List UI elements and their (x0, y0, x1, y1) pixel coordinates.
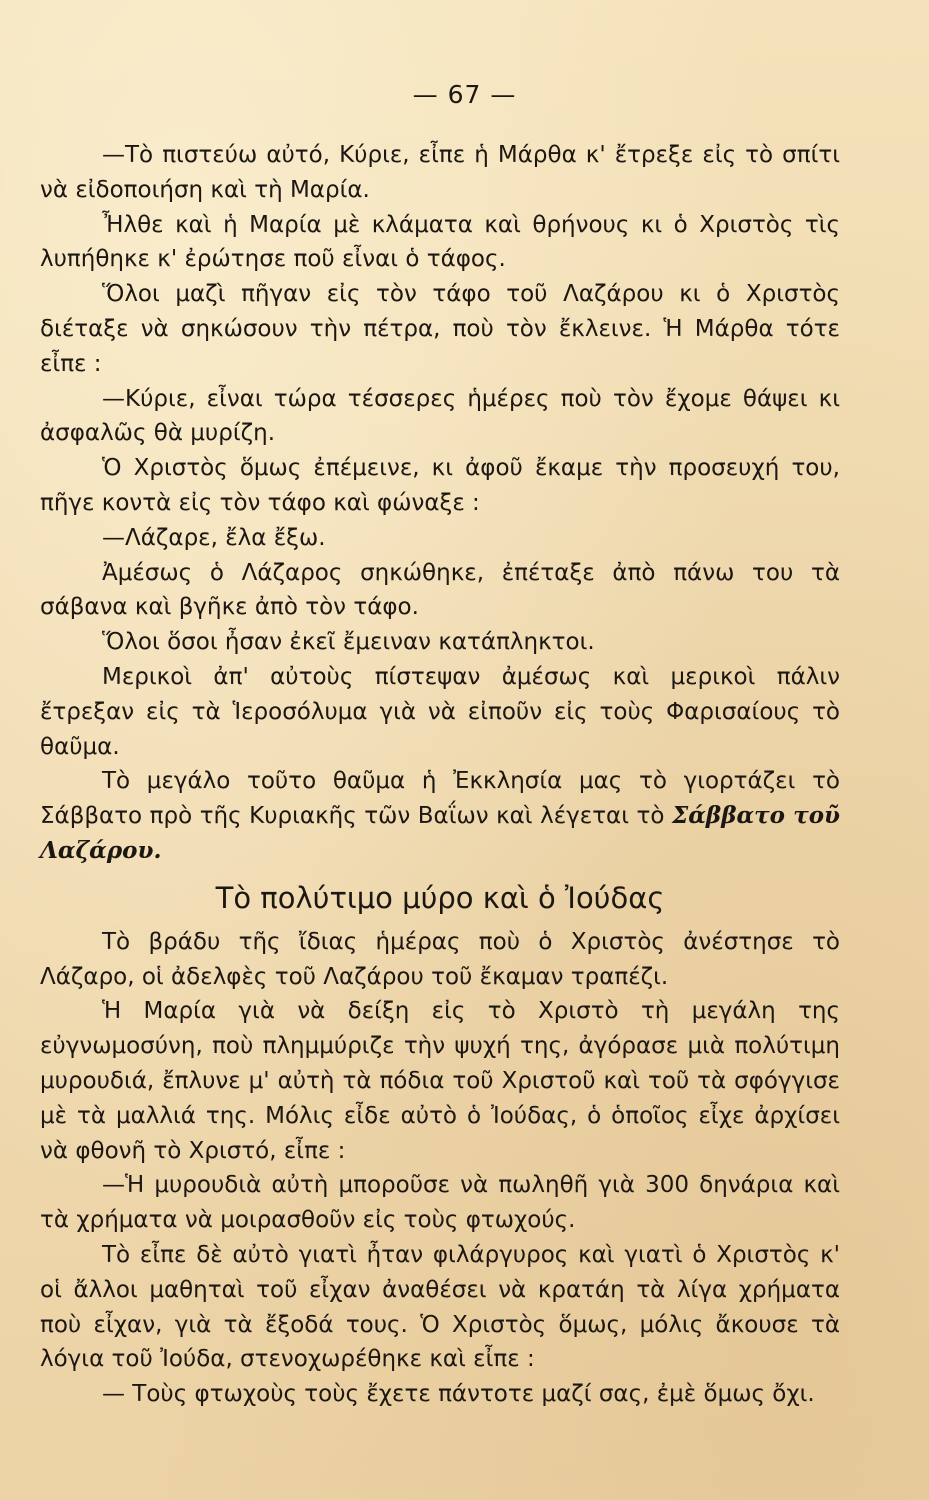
paragraph: Ἦλθε καὶ ἡ Μαρία μὲ κλάματα καὶ θρήνους κι ὁ Χριστὸς τὶς λυπήθηκε κ' ἐρώτησε ποῦ εἶναι ὁ τάφος. (40, 211, 840, 273)
paragraph: —Κύριε, εἶναι τώρα τέσσερες ἡμέρες ποὺ τὸν ἔχομε θάψει κι ἀσφαλῶς θὰ μυρίζη. (40, 385, 840, 447)
paragraph: — Τοὺς φτωχοὺς τοὺς ἔχετε πάντοτε μαζί σας, ἐμὲ ὅμως ὄχι. (102, 1381, 815, 1408)
paragraph: Ἡ Μαρία γιὰ νὰ δείξη εἰς τὸ Χριστὸ τὴ μεγάλη της εὐγνωμοσύνη, ποὺ πλημμύριζε τὴν ψυχή της, ἀγόρασε μιὰ πολύτιμη μυρουδιά, ἔπλυνε μ' αὐτὴ τὰ πόδια τοῦ Χριστοῦ καὶ τοῦ τὰ σφόγγισε μὲ τὰ μαλλιά της. Μόλις εἶδε αὐτὸ ὁ Ἰούδας, ὁ ὁποῖος εἶχε ἀρχίσει νὰ φθονῆ τὸ Χριστό, εἶπε : (40, 998, 840, 1164)
paragraph: Μερικοὶ ἀπ' αὐτοὺς πίστεψαν ἀμέσως καὶ μερικοὶ πάλιν ἔτρεξαν εἰς τὰ Ἱεροσόλυμα γιὰ νὰ εἰποῦν εἰς τοὺς Φαρισαίους τὸ θαῦμα. (40, 663, 840, 760)
paragraph-lazarus-saturday (40, 764, 840, 868)
paragraph: —Τὸ πιστεύω αὐτό, Κύριε, εἶπε ἡ Μάρθα κ' ἔτρεξε εἰς τὸ σπίτι νὰ εἰδοποιήση καὶ τὴ Μαρία. (40, 142, 840, 203)
paragraph: —Ἡ μυρουδιὰ αὐτὴ μποροῦσε νὰ πωληθῆ γιὰ 300 δηνάρια καὶ τὰ χρήματα νὰ μοιρασθοῦν εἰς τοὺς φτωχούς. (40, 1172, 840, 1234)
paragraph: Ἀμέσως ὁ Λάζαρος σηκώθηκε, ἐπέταξε ἀπὸ πάνω του τὰ σάβανα καὶ βγῆκε ἀπὸ τὸν τάφο. (40, 559, 840, 621)
paragraph: Τὸ βράδυ τῆς ἴδιας ἡμέρας ποὺ ὁ Χριστὸς ἀνέστησε τὸ Λάζαρο, οἱ ἀδελφὲς τοῦ Λαζάρου τοῦ ἔκαμαν τραπέζι. (40, 928, 840, 990)
paragraph: Ὁ Χριστὸς ὅμως ἐπέμεινε, κι ἀφοῦ ἔκαμε τὴν προσευχή του, πῆγε κοντὰ εἰς τὸν τάφο καὶ φώναξε : (40, 455, 840, 516)
paragraph: Τὸ εἶπε δὲ αὐτὸ γιατὶ ἦταν φιλάργυρος καὶ γιατὶ ὁ Χριστὸς κ' οἱ ἄλλοι μαθηταὶ τοῦ εἶχαν ἀναθέσει νὰ κρατάη τὰ λίγα χρήματα ποὺ εἶχαν, γιὰ τὰ ἔξοδά τους. Ὁ Χριστὸς ὅμως, μόλις ἄκουσε τὰ λόγια τοῦ Ἰούδα, στενοχωρέθηκε καὶ εἶπε : (40, 1241, 840, 1373)
paragraph: Ὅλοι ὅσοι ἦσαν ἐκεῖ ἔμειναν κατάπληκτοι. (102, 629, 595, 656)
paragraph: —Λάζαρε, ἔλα ἔξω. (102, 524, 326, 551)
main-text (40, 138, 840, 1412)
paragraph-text: Τὸ μεγάλο τοῦτο θαῦμα ἡ Ἐκκλησία μας τὸ γιορτάζει τὸ Σάββατο πρὸ τῆς Κυριακῆς τῶν Βαΐων καὶ λέγεται τὸ (40, 768, 840, 830)
emphasis-lazarus-saturday: Σάββατο τοῦ Λαζάρου. (40, 802, 840, 864)
paragraph: Ὅλοι μαζὶ πῆγαν εἰς τὸν τάφο τοῦ Λαζάρου κι ὁ Χριστὸς διέταξε νὰ σηκώσουν τὴν πέτρα, ποὺ τὸν ἔκλεινε. Ἡ Μάρθα τότε εἶπε : (40, 281, 840, 377)
section-heading: Τὸ πολύτιμο μύρο καὶ ὁ Ἰούδας (215, 880, 665, 915)
page-number: — 67 — (412, 80, 517, 109)
